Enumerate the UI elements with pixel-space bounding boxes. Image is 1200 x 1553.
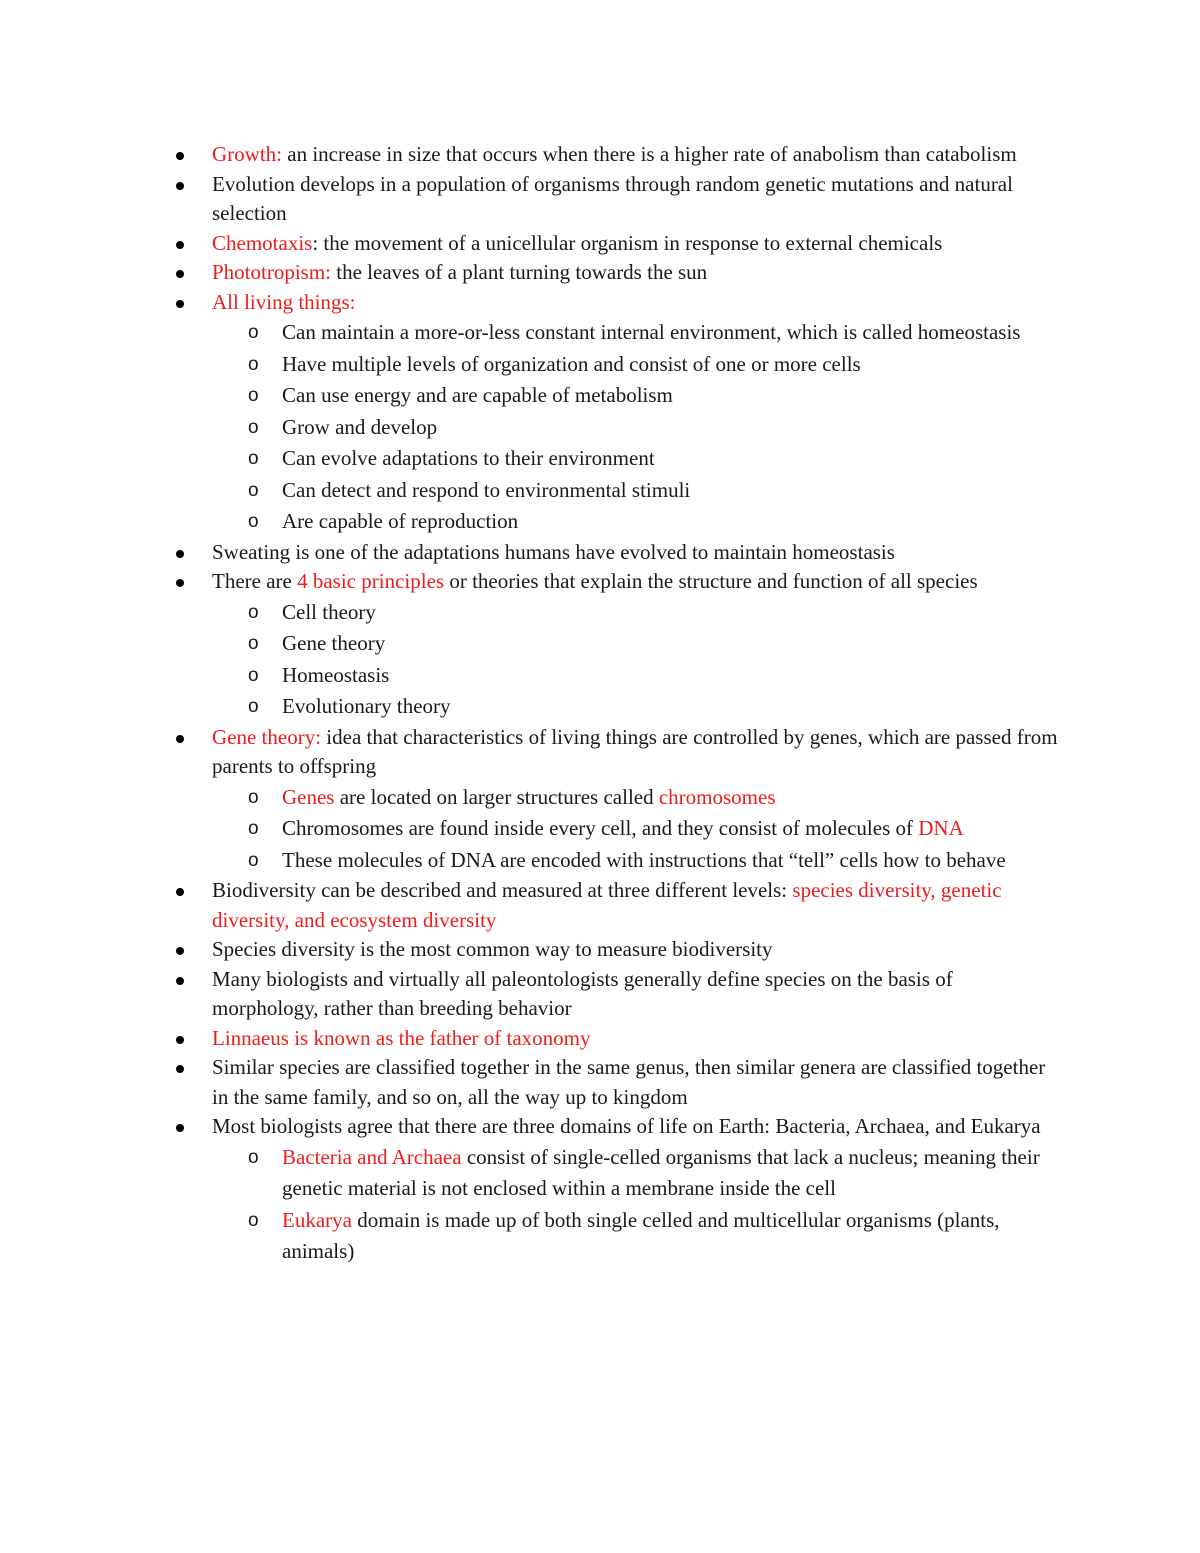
statement: or theories that explain the structure and function of all species <box>444 569 978 593</box>
list-item <box>212 288 1062 538</box>
term: 4 basic principles <box>297 569 445 593</box>
statement: Evolution develops in a population of organisms through random genetic mutations and natural selection <box>212 171 1013 225</box>
term: Linnaeus is known as the father of taxonomy <box>212 1025 591 1050</box>
list-item <box>212 1112 1062 1268</box>
term: Genes <box>282 784 335 809</box>
list-item <box>212 1024 1062 1054</box>
sub-item: o Can evolve adaptations to their environment <box>282 443 1062 475</box>
definition: : the movement of a unicellular organism in response to external chemicals <box>312 230 943 255</box>
sub-item: o Are capable of reproduction <box>282 506 1062 538</box>
statement: Species diversity is the most common way to measure biodiversity <box>212 937 773 961</box>
sub-item: o Can detect and respond to environmental stimuli <box>282 475 1062 507</box>
term: Growth: <box>212 142 282 166</box>
statement-prefix: Biodiversity can be described and measured at three different levels: <box>212 878 793 902</box>
list-item <box>212 965 1062 1024</box>
list-item <box>212 1053 1062 1112</box>
list-item <box>212 140 1062 170</box>
definition: idea that characteristics of living things are controlled by genes, which are passed from parents to offspring <box>212 724 1058 778</box>
statement: Most biologists agree that there are three domains of life on Earth: Bacteria, Archaea, and Eukarya <box>212 1114 1041 1138</box>
term: chromosomes <box>658 784 776 809</box>
list-item <box>212 935 1062 965</box>
notes-list <box>212 140 1062 1268</box>
list-item <box>212 567 1062 723</box>
statement: Sweating is one of the adaptations humans have evolved to maintain homeostasis <box>212 539 895 564</box>
term: Eukarya <box>282 1207 352 1232</box>
sub-item <box>282 845 1062 877</box>
list-item <box>212 170 1062 229</box>
term: Phototropism: <box>212 260 332 284</box>
statement: Similar species are classified together in the same genus, then similar genera are classified together in the same family, and so on, all the way up to kingdom <box>212 1055 1046 1109</box>
sub-item: o Cell theory <box>282 597 1062 629</box>
statement: These molecules of DNA are encoded with instructions that “tell” cells how to behave <box>282 847 1006 872</box>
sublist <box>212 782 1062 877</box>
statement-prefix: There are <box>212 569 298 593</box>
sub-item <box>282 1205 1062 1268</box>
sub-item: o Can use energy and are capable of metabolism <box>282 380 1062 412</box>
term: All living things: <box>212 289 356 314</box>
statement: Many biologists and virtually all paleontologists generally define species on the basis of morphology, rather than breeding behavior <box>212 966 953 1020</box>
sub-item <box>282 1142 1062 1205</box>
sub-item <box>282 813 1062 845</box>
sublist <box>212 1142 1062 1268</box>
list-item <box>212 723 1062 877</box>
definition: the leaves of a plant turning towards the sun <box>331 260 708 284</box>
statement: are located on larger structures called <box>334 784 659 809</box>
sub-item <box>282 782 1062 814</box>
definition: an increase in size that occurs when there is a higher rate of anabolism than catabolism <box>282 142 1017 166</box>
term: Gene theory: <box>212 724 322 749</box>
list-item <box>212 538 1062 568</box>
sub-item: o Gene theory <box>282 628 1062 660</box>
sub-item: o Homeostasis <box>282 660 1062 692</box>
list-item <box>212 229 1062 259</box>
sub-item: o Have multiple levels of organization and consist of one or more cells <box>282 349 1062 381</box>
definition: consist of single-celled organisms that lack a nucleus; meaning their genetic material is not enclosed within a membrane inside the cell <box>282 1144 1040 1200</box>
statement: Chromosomes are found inside every cell, and they consist of molecules of <box>282 816 919 840</box>
sub-item: o Grow and develop <box>282 412 1062 444</box>
term: Chemotaxis <box>212 230 313 255</box>
sublist <box>212 317 1062 538</box>
list-item <box>212 876 1062 935</box>
sub-item: o Can maintain a more-or-less constant internal environment, which is called homeostasis <box>282 317 1062 349</box>
term: DNA <box>918 816 964 840</box>
definition: domain is made up of both single celled and multicellular organisms (plants, animals) <box>282 1207 1000 1263</box>
list-item <box>212 258 1062 288</box>
term: species diversity, genetic diversity, and ecosystem diversity <box>212 878 1002 932</box>
sub-item: o Evolutionary theory <box>282 691 1062 723</box>
term: Bacteria and Archaea <box>282 1144 462 1169</box>
sublist <box>212 597 1062 723</box>
